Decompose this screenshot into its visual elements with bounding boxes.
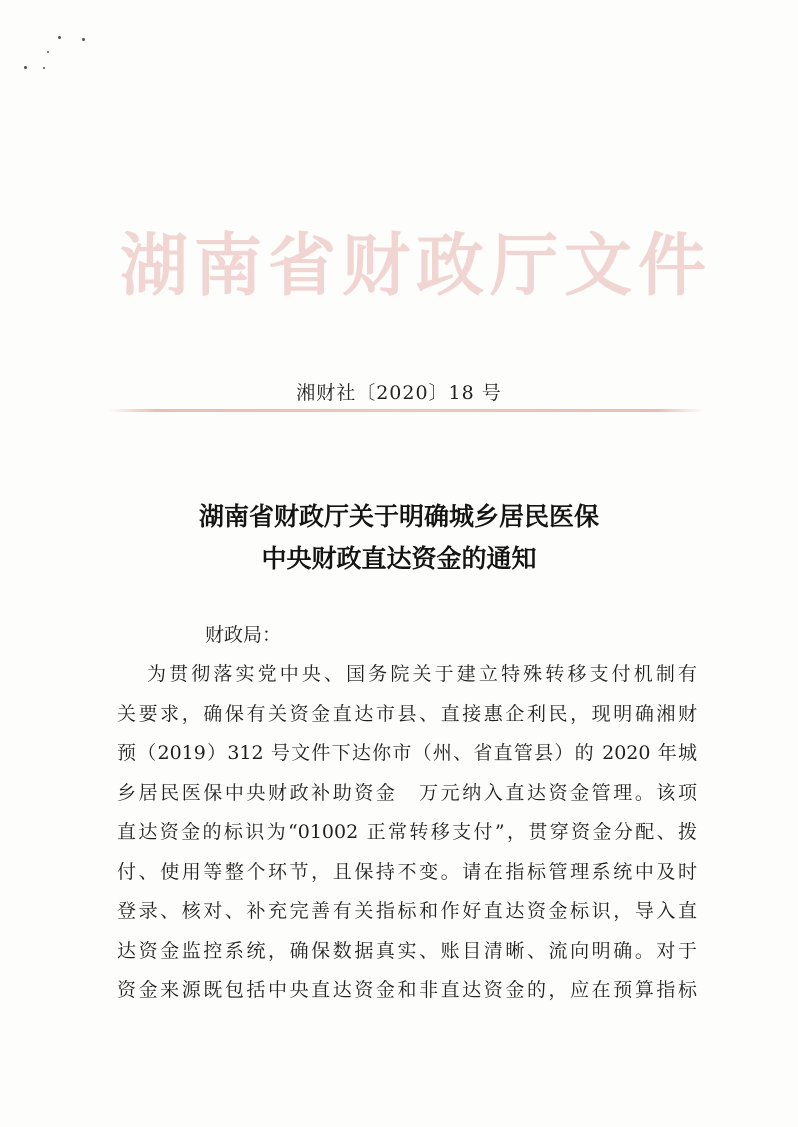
scan-speck xyxy=(24,66,27,69)
body-line: 为贯彻落实党中央、国务院关于建立特殊转移支付机制有 xyxy=(147,663,697,685)
scan-speck xyxy=(47,51,49,53)
document-title xyxy=(0,496,798,580)
scan-speck xyxy=(43,67,45,69)
red-divider-line xyxy=(108,409,704,412)
masthead-title: 湖南省财政厅文件 xyxy=(120,227,713,306)
document-number: 湘财社〔2020〕18 号 xyxy=(296,382,502,404)
body-line: 资金来源既包括中央直达资金和非直达资金的，应在预算指标 xyxy=(117,979,697,1001)
body-line: 登录、核对、补充完善有关指标和作好直达资金标识，导入直 xyxy=(117,900,697,922)
body-line: 乡居民医保中央财政补助资金 万元纳入直达资金管理。该项 xyxy=(117,781,697,804)
title-line-2: 中央财政直达资金的通知 xyxy=(261,544,537,573)
body-line: 直达资金的标识为“01002 正常转移支付”，贯穿资金分配、拨 xyxy=(117,821,697,843)
title-line-1: 湖南省财政厅关于明确城乡居民医保 xyxy=(198,502,599,531)
body-line: 预（2019）312 号文件下达你市（州、省直管县）的 2020 年城 xyxy=(117,742,697,764)
body-paragraph xyxy=(117,655,697,1011)
scan-speck xyxy=(82,38,85,41)
body-line: 达资金监控系统，确保数据真实、账目清晰、流向明确。对于 xyxy=(117,939,697,962)
salutation: 财政局： xyxy=(205,624,282,646)
scan-speck xyxy=(58,36,61,39)
body-line: 付、使用等整个环节，且保持不变。请在指标管理系统中及时 xyxy=(117,860,697,883)
body-line: 关要求，确保有关资金直达市县、直接惠企利民，现明确湘财 xyxy=(117,702,697,725)
